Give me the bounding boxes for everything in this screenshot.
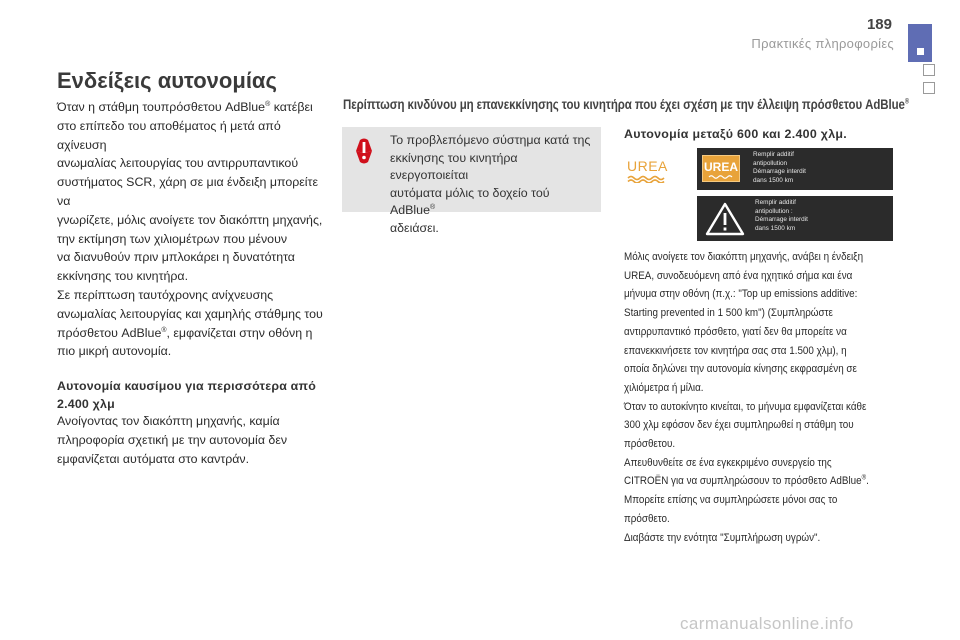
- text-line: ανωμαλίας λειτουργίας και χαμηλής στάθμης του: [57, 306, 323, 321]
- text-line: αδειάσει.: [390, 220, 439, 235]
- intro-paragraph: [57, 98, 332, 361]
- text-line: πρόσθετου.: [624, 438, 676, 451]
- text-line: οποία δηλώνει την αυτονομία κίνησης εκφρασμένη σε: [624, 363, 857, 376]
- urea-indicator-light: [627, 158, 668, 183]
- display-message: [755, 199, 891, 233]
- text-line: Διαβάστε την ενότητα "Συμπλήρωση υγρών".: [624, 531, 821, 544]
- page-number: 189: [866, 16, 892, 33]
- text-line: στο επίπεδο του αποθέματος ή μετά από αχίνευση: [57, 118, 281, 152]
- text-line: πρόσθετου AdBlue®, εμφανίζεται στην οθόνη η: [57, 325, 313, 340]
- text-line: μήνυμα στην οθόνη (π.χ.: "Top up emissions additive:: [624, 288, 858, 301]
- text-line: γνωρίζετε, μόλις ανοίγετε τον διακόπτη μηχανής,: [57, 212, 323, 227]
- instrument-display-urea: [697, 148, 893, 190]
- text-line: Όταν το αυτοκίνητο κινείται, το μήνυμα εμφανίζεται κάθε: [624, 400, 867, 413]
- fluid-wave-icon: [708, 174, 736, 180]
- display-line: antipollution :: [755, 207, 793, 215]
- text-line: την εκτίμηση των χιλιομέτρων που μένουν: [57, 231, 288, 246]
- text-line: πληροφορία σχετική με την αυτονομία δεν: [57, 432, 288, 447]
- display-line: Démarrage interdit: [753, 168, 806, 176]
- fluid-wave-icon: [627, 175, 665, 183]
- text-line: Το προβλεπόμενο σύστημα κατά της: [390, 133, 591, 147]
- text-line: 300 χλμ εφόσον δεν έχει συμπληρωθεί η στάθμη του: [624, 419, 854, 432]
- display-line: dans 1500 km: [753, 176, 794, 184]
- text-line: ανωμαλίας λειτουργίας του αντιρρυπαντικού: [57, 156, 299, 171]
- warning-triangle-icon: [705, 202, 745, 236]
- text-line: Μόλις ανοίγετε τον διακόπτη μηχανής, ανάβει η ένδειξη: [624, 251, 864, 263]
- warning-exclamation-icon: [353, 138, 375, 164]
- fuel-range-paragraph: [57, 412, 332, 468]
- range-explanation-paragraph: [624, 248, 902, 547]
- text-line: εμφανίζεται αυτόματα στο καντράν.: [57, 451, 250, 466]
- section-name: Πρακτικές πληροφορίες: [751, 36, 894, 51]
- text-line: επανεκκινήσετε τον κινητήρα σας στα 1.500 χλμ), η: [624, 344, 847, 357]
- text-line: πρόσθετο.: [624, 512, 670, 525]
- text-line: Starting prevented in 1 500 km") (Συμπληρώστε: [624, 307, 833, 320]
- text-line: Όταν η στάθμη τουπρόσθετου AdBlue® κατέβει: [57, 100, 313, 114]
- urea-display-icon: UREA: [702, 155, 740, 182]
- text-line: Απευθυνθείτε σε ένα εγκεκριμένο συνεργείο της: [624, 456, 832, 469]
- text-line: αντιρρυπαντικό πρόσθετο, γιατί δεν θα μπορείτε να: [624, 325, 847, 338]
- urea-indicator-label: UREA: [627, 158, 668, 174]
- section-heading: Περίπτωση κινδύνου μη επανεκκίνησης του κινητήρα που έχει σχέση με την έλλειψη πρόσθετου AdBlue®: [343, 96, 909, 112]
- page-title: Ενδείξεις αυτονομίας: [57, 68, 277, 93]
- text-line: CITROËN για να συμπληρώσουν το πρόσθετο AdBlue®.: [624, 474, 869, 488]
- display-line: antipollution: [753, 159, 788, 167]
- text-line: συστήματος SCR, χάρη σε μια ένδειξη μπορείτε να: [57, 175, 318, 208]
- text-line: Μπορείτε επίσης να συμπληρώσετε μόνοι σας το: [624, 494, 838, 507]
- text-line: εκκίνησης του κινητήρα ενεργοποιείται: [390, 150, 518, 182]
- text-line: πιο μικρή αυτονομία.: [57, 344, 172, 359]
- watermark: carmanualsonline.info: [680, 614, 854, 633]
- text-line: UREA, συνοδευόμενη από ένα ηχητικό σήμα και ένα: [624, 269, 853, 282]
- display-message: [753, 151, 893, 185]
- sub-heading-range-600-2400: Αυτονομία μεταξύ 600 και 2.400 χλμ.: [624, 127, 848, 141]
- text-line: χιλιόμετρα ή μίλια.: [624, 381, 704, 394]
- display-line: Remplir additif: [755, 199, 796, 206]
- sub-heading-fuel-range: Αυτονομία καυσίμου για περισσότερα από 2.400 χλμ: [57, 379, 316, 411]
- display-line: Démarrage interdit: [755, 216, 808, 224]
- text-line: Ανοίγοντας τον διακόπτη μηχανής, καμία: [57, 414, 280, 428]
- display-line: dans 1500 km: [755, 224, 796, 232]
- chapter-tab[interactable]: [923, 64, 935, 76]
- warning-box: [342, 127, 601, 235]
- text-line: αυτόματα μόλις το δοχείο τού AdBlue®: [390, 185, 550, 217]
- text-line: Σε περίπτωση ταυτόχρονης ανίχνευσης: [57, 287, 274, 302]
- instrument-display-warning: [697, 196, 893, 241]
- chapter-tab-active[interactable]: [908, 24, 932, 62]
- warning-text: [390, 132, 595, 237]
- text-line: εκκίνησης του κινητήρα.: [57, 269, 189, 284]
- chapter-tab[interactable]: [923, 82, 935, 94]
- display-line: Remplir additif: [753, 151, 794, 158]
- text-line: να διανυθούν πριν μπλοκάρει η δυνατότητα: [57, 250, 295, 265]
